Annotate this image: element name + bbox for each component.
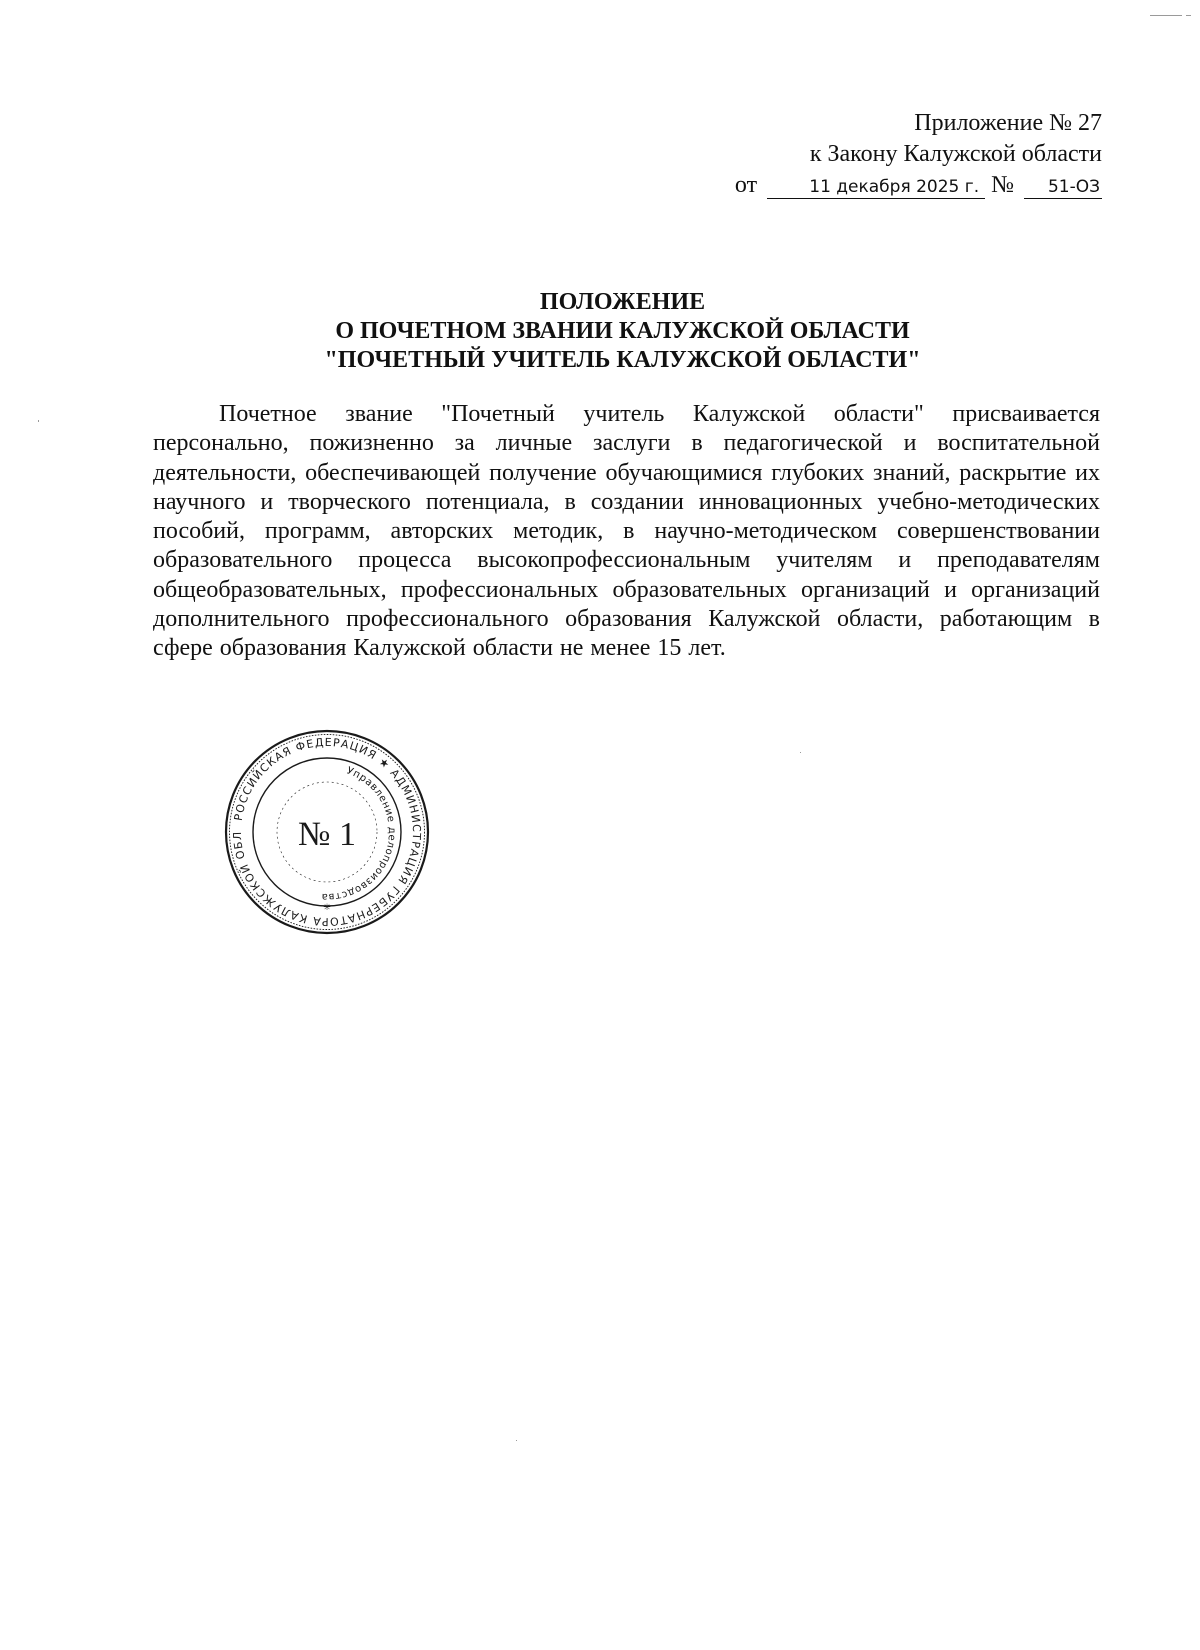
title-line-2: О ПОЧЕТНОМ ЗВАНИИ КАЛУЖСКОЙ ОБЛАСТИ [335, 318, 910, 344]
title-line-3: "ПОЧЕТНЫЙ УЧИТЕЛЬ КАЛУЖСКОЙ ОБЛАСТИ" [324, 347, 921, 373]
law-number-field: 51-ОЗ [1024, 176, 1102, 199]
scan-speck [516, 1440, 517, 1441]
seal-icon [223, 728, 431, 936]
appendix-date-line [735, 170, 1102, 201]
from-label: от [734, 172, 758, 198]
appendix-law-line: к Закону Калужской области [809, 141, 1102, 167]
official-seal [223, 728, 431, 936]
seal-number: № 1 [298, 816, 356, 853]
body-paragraph: Почетное звание "Почетный учитель Калужской области" присваивается персонально, пожизненно за личные заслуги в педагогической и воспитательной деятельности, обеспечивающей получение обучающимися глубоких знаний, раскрытие их научного и творческого потенциала, в создании инновационных учебно-методических пособий, программ, авторских методик, в научно-методическом совершенствовании образовательного процесса высокопрофессиональным учителям и преподавателям общеобразовательных, профессиональных образовательных организаций и организаций дополнительного профессионального образования Калужской области, работающим в сфере образования Калужской области не менее 15 лет. [153, 401, 1100, 662]
scan-speck [38, 420, 39, 422]
scan-speck [1150, 15, 1182, 16]
seal-outer-text: РОССИЙСКАЯ ФЕДЕРАЦИЯ ★ АДМИНИСТРАЦИЯ ГУБЕРНАТОРА КАЛУЖСКОЙ ОБЛ [230, 735, 424, 929]
law-date-field: 11 декабря 2025 г. [767, 176, 985, 199]
appendix-number-line: Приложение № 27 [914, 110, 1102, 136]
seal-star-icon: ✳ [323, 903, 331, 913]
scan-speck [800, 752, 801, 753]
scan-speck [1186, 15, 1191, 16]
number-sign-label: № [991, 172, 1014, 198]
title-line-1: ПОЛОЖЕНИЕ [539, 289, 706, 315]
seal-inner-text: Управление делопроизводства [320, 765, 398, 903]
appendix-header [735, 108, 1102, 201]
document-title [0, 288, 1200, 375]
